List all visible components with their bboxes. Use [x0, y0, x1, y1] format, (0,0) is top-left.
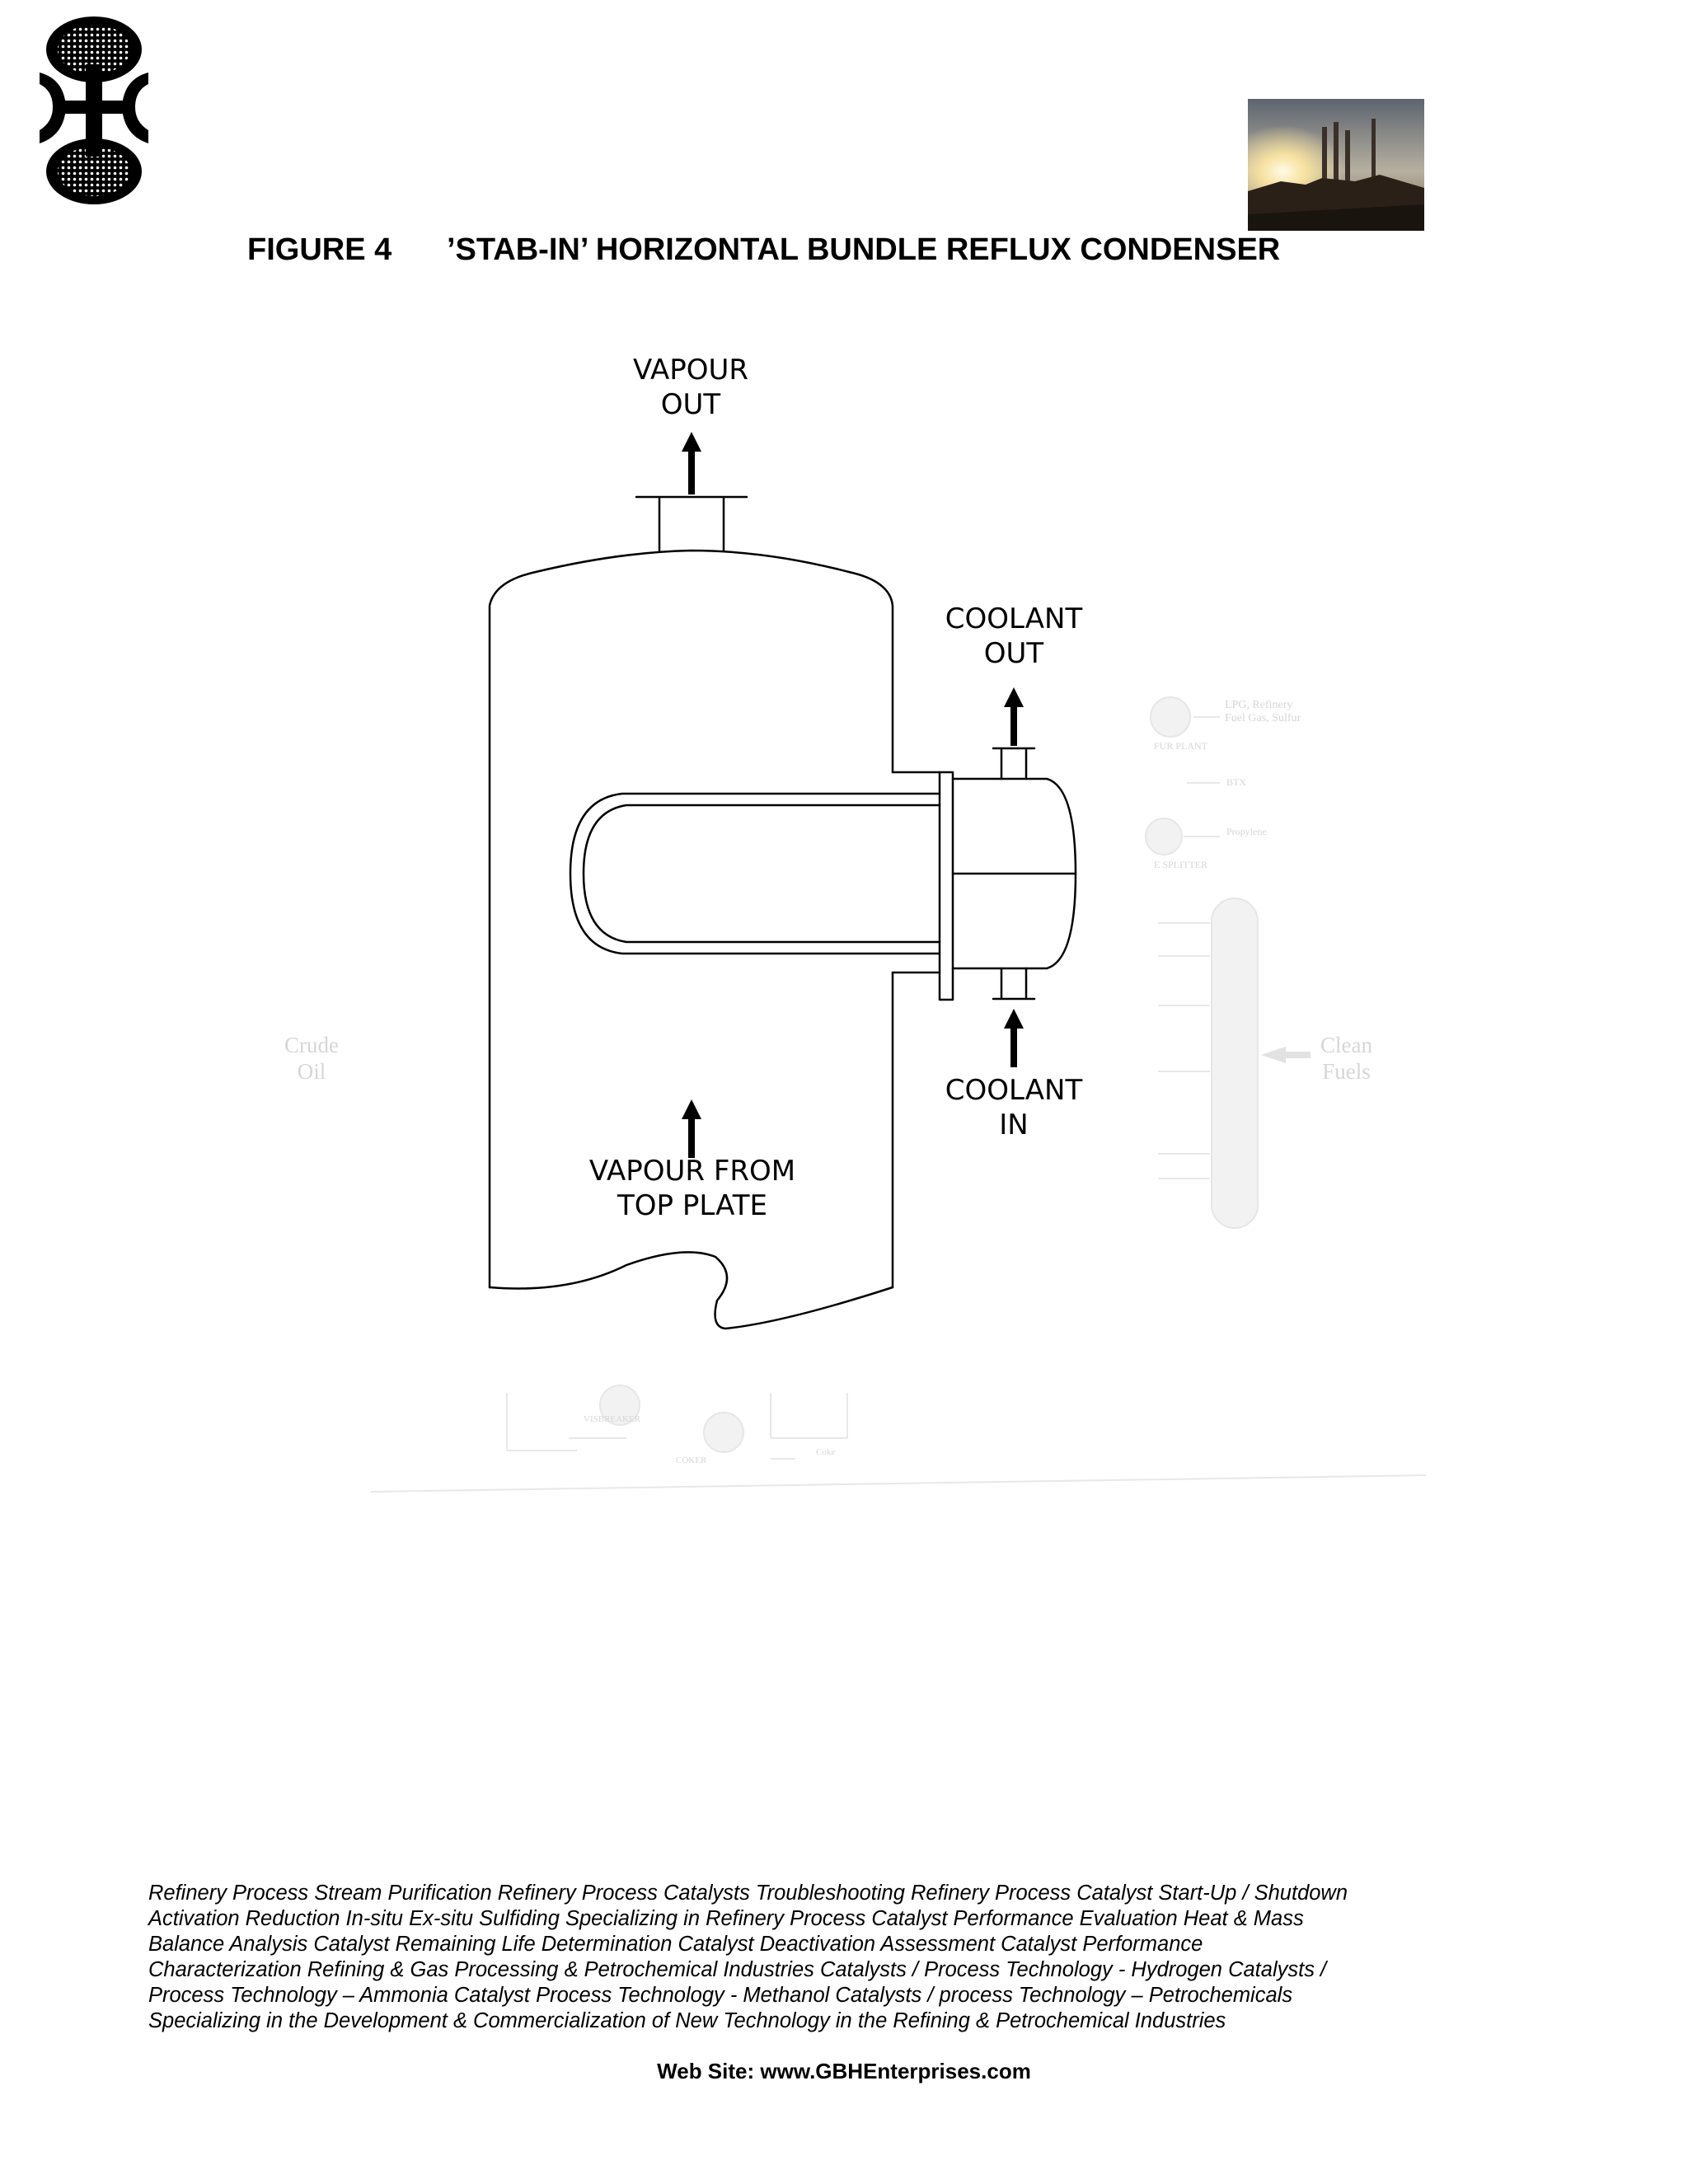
footer-line: Characterization Refining & Gas Processing & Petrochemical Industries Catalysts / Process Technology - Hydrogen Catalysts /	[148, 1958, 1327, 1981]
watermark-splitter: E SPLITTER	[1154, 859, 1207, 870]
footer-line: Process Technology – Ammonia Catalyst Process Technology - Methanol Catalysts / process Technology – Petrochemicals	[148, 1984, 1293, 2007]
vapour-from-top-plate-label: VAPOUR FROM TOP PLATE	[588, 1155, 796, 1222]
coolant-out-nozzle	[993, 748, 1034, 779]
watermark-coke: Coke	[816, 1447, 836, 1457]
watermark-coker: COKER	[676, 1455, 707, 1465]
footer-line: Specializing in the Development & Commercialization of New Technology in the Refining & Petrochemical Industries	[148, 2009, 1226, 2032]
footer-line: Refinery Process Stream Purification Refinery Process Catalysts Troubleshooting Refinery Process Catalyst Start-Up / Shutdown	[148, 1882, 1348, 1905]
vapour-out-nozzle	[636, 497, 747, 551]
coolant-in-nozzle	[993, 968, 1034, 999]
website-link[interactable]: Web Site: www.GBHEnterprises.com	[657, 2059, 1031, 2083]
footer-line: Activation Reduction In-situ Ex-situ Sulfiding Specializing in Refinery Process Catalyst Performance Evaluation Heat & Mass	[148, 1907, 1304, 1930]
watermark-plant: FUR PLANT	[1154, 740, 1208, 752]
coolant-out-label: COOLANT OUT	[945, 602, 1083, 670]
coolant-out-arrow	[1004, 687, 1024, 746]
watermark-visbreaker: VISBREAKER	[584, 1414, 641, 1424]
u-tube-bundle-outer	[570, 794, 940, 954]
figure-caption: ’STAB-IN’ HORIZONTAL BUNDLE REFLUX CONDENSER	[447, 232, 1281, 267]
coolant-in-arrow	[1004, 1009, 1024, 1067]
footer-services-text	[148, 1881, 1434, 2034]
vessel-break	[490, 1252, 893, 1329]
footer-line: Balance Analysis Catalyst Remaining Life Determination Catalyst Deactivation Assessment Catalyst Performance	[148, 1933, 1203, 1956]
u-tube-bundle-inner	[584, 805, 940, 942]
figure-number: FIGURE 4	[247, 232, 392, 267]
tube-sheet	[940, 772, 953, 1000]
watermark-propylene: Propylene	[1226, 826, 1267, 837]
watermark-btx: BTX	[1226, 776, 1246, 788]
watermark-clean-fuels: Clean Fuels	[1320, 1033, 1372, 1084]
vapour-from-top-plate-arrow	[682, 1099, 701, 1158]
coolant-in-label: COOLANT IN	[945, 1074, 1083, 1141]
watermark-crude-oil: Crude Oil	[284, 1033, 339, 1084]
watermark-lpg: LPG, Refinery Fuel Gas, Sulfur	[1225, 699, 1301, 724]
vapour-out-arrow	[682, 432, 701, 494]
vapour-out-label: VAPOUR OUT	[632, 354, 749, 421]
